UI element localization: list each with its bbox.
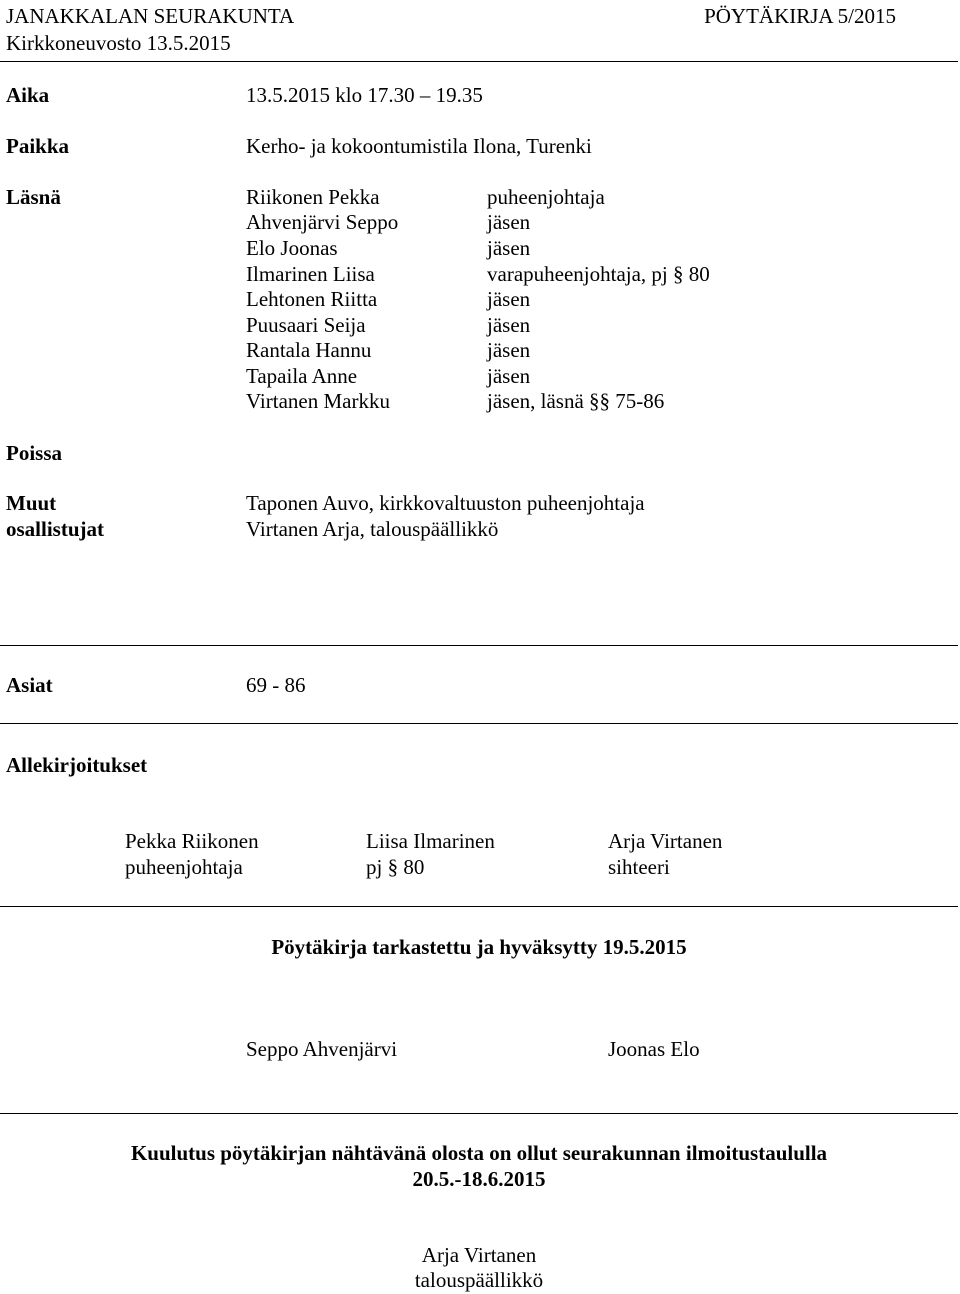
present-label: Läsnä bbox=[6, 185, 61, 209]
notice-dates: 20.5.-18.6.2015 bbox=[412, 1167, 546, 1191]
present-name: Ahvenjärvi Seppo bbox=[246, 210, 399, 234]
items-range: 69 - 86 bbox=[246, 673, 306, 697]
absent-label: Poissa bbox=[6, 441, 63, 465]
present-role: jäsen, läsnä §§ 75-86 bbox=[487, 389, 665, 413]
present-name: Lehtonen Riitta bbox=[246, 287, 378, 311]
present-role: puheenjohtaja bbox=[487, 185, 605, 209]
present-role: jäsen bbox=[487, 236, 531, 260]
present-name: Virtanen Markku bbox=[246, 389, 390, 413]
place-value: Kerho- ja kokoontumistila Ilona, Turenki bbox=[246, 134, 592, 158]
time-value: 13.5.2015 klo 17.30 – 19.35 bbox=[246, 83, 483, 107]
present-role: jäsen bbox=[487, 338, 531, 362]
signer-name: Pekka Riikonen bbox=[125, 829, 259, 853]
section-divider bbox=[0, 645, 958, 646]
section-divider bbox=[0, 1113, 958, 1114]
reviewer-name: Seppo Ahvenjärvi bbox=[246, 1037, 398, 1061]
present-name: Rantala Hannu bbox=[246, 338, 372, 362]
meeting-body-date: Kirkkoneuvosto 13.5.2015 bbox=[6, 31, 231, 55]
signatures-label: Allekirjoitukset bbox=[6, 753, 148, 777]
present-role: jäsen bbox=[487, 210, 531, 234]
place-label: Paikka bbox=[6, 134, 70, 158]
signer-role: pj § 80 bbox=[366, 855, 425, 879]
signer-name: Liisa Ilmarinen bbox=[366, 829, 495, 853]
present-role: jäsen bbox=[487, 313, 531, 337]
others-label-cont: osallistujat bbox=[6, 517, 105, 541]
notice-signer-name: Arja Virtanen bbox=[421, 1243, 537, 1267]
items-label: Asiat bbox=[6, 673, 53, 697]
present-role: jäsen bbox=[487, 364, 531, 388]
present-name: Elo Joonas bbox=[246, 236, 338, 260]
other-participant: Taponen Auvo, kirkkovaltuuston puheenjohtaja bbox=[246, 491, 645, 515]
present-role: jäsen bbox=[487, 287, 531, 311]
signer-role: sihteeri bbox=[608, 855, 670, 879]
organization-name: JANAKKALAN SEURAKUNTA bbox=[6, 4, 295, 28]
signer-name: Arja Virtanen bbox=[608, 829, 723, 853]
document-number: PÖYTÄKIRJA 5/2015 bbox=[704, 4, 896, 28]
present-role: varapuheenjohtaja, pj § 80 bbox=[487, 262, 710, 286]
section-divider bbox=[0, 906, 958, 907]
present-name: Ilmarinen Liisa bbox=[246, 262, 375, 286]
notice-signer-role: talouspäällikkö bbox=[414, 1268, 544, 1292]
header-divider bbox=[0, 61, 958, 62]
review-title: Pöytäkirja tarkastettu ja hyväksytty 19.5.2015 bbox=[271, 935, 687, 959]
present-name: Tapaila Anne bbox=[246, 364, 358, 388]
time-label: Aika bbox=[6, 83, 50, 107]
section-divider bbox=[0, 723, 958, 724]
notice-text: Kuulutus pöytäkirjan nähtävänä olosta on ollut seurakunnan ilmoitustaululla bbox=[130, 1141, 828, 1165]
others-label: Muut bbox=[6, 491, 57, 515]
signer-role: puheenjohtaja bbox=[125, 855, 243, 879]
present-name: Puusaari Seija bbox=[246, 313, 366, 337]
other-participant: Virtanen Arja, talouspäällikkö bbox=[246, 517, 499, 541]
reviewer-name: Joonas Elo bbox=[608, 1037, 700, 1061]
present-name: Riikonen Pekka bbox=[246, 185, 380, 209]
